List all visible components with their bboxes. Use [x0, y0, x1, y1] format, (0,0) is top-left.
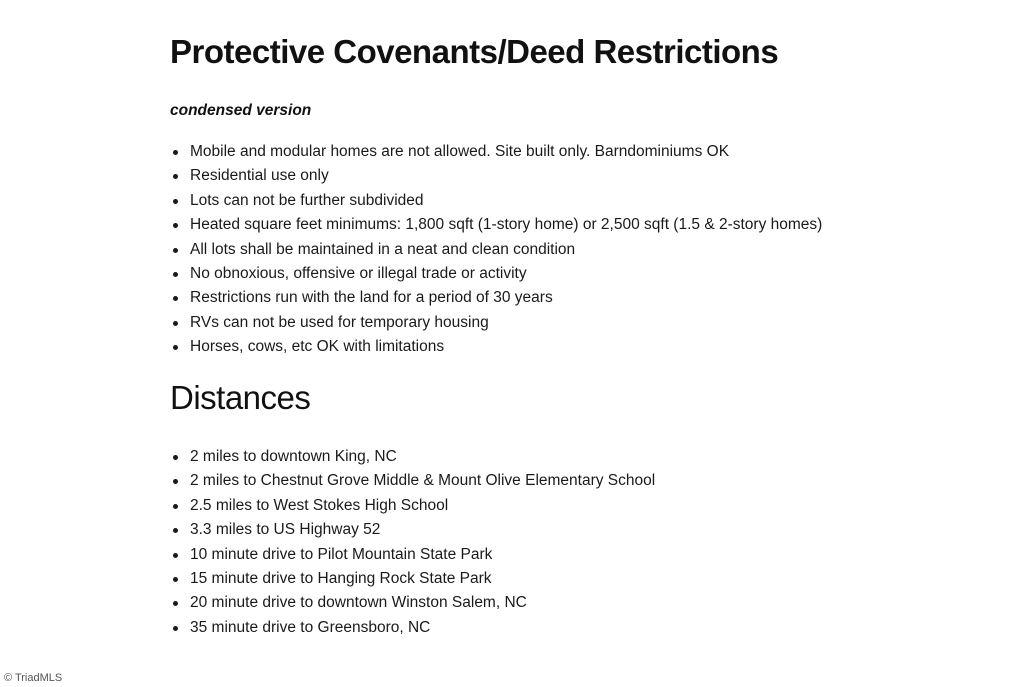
bullet-icon	[173, 626, 178, 631]
distances-heading: Distances	[170, 379, 311, 416]
list-item-text: 2 miles to downtown King, NC	[190, 448, 397, 465]
bullet-icon	[173, 174, 178, 179]
bullet-icon	[173, 150, 178, 155]
list-item-text: Restrictions run with the land for a period of 30 years	[190, 289, 553, 307]
list-item-text: 2.5 miles to West Stokes High School	[190, 496, 449, 514]
list-item	[170, 311, 822, 335]
bullet-icon	[173, 248, 178, 253]
bullet-icon	[173, 577, 178, 582]
list-item	[170, 616, 655, 640]
list-item-text: 15 minute drive to Hanging Rock State Park	[190, 569, 492, 587]
covenants-heading: Protective Covenants/Deed Restrictions	[170, 33, 779, 70]
list-item-text: 10 minute drive to Pilot Mountain State Park	[190, 545, 493, 563]
bullet-icon	[173, 528, 178, 533]
list-item-text: Residential use only	[190, 167, 329, 185]
list-item	[170, 238, 822, 262]
list-item	[170, 286, 822, 310]
bullet-icon	[173, 272, 178, 277]
bullet-icon	[173, 455, 178, 460]
list-item-text: No obnoxious, offensive or illegal trade or activity	[190, 264, 527, 282]
list-item	[170, 164, 822, 188]
list-item	[170, 591, 655, 615]
list-item-text: Horses, cows, etc OK with limitations	[190, 338, 445, 356]
distances-list	[170, 445, 655, 640]
bullet-icon	[173, 321, 178, 326]
watermark: © TriadMLS	[4, 672, 63, 684]
bullet-icon	[173, 345, 178, 350]
list-item-text: All lots shall be maintained in a neat and clean condition	[190, 240, 576, 258]
list-item	[170, 469, 655, 493]
list-item	[170, 567, 655, 591]
list-item	[170, 445, 655, 469]
list-item-text: RVs can not be used for temporary housing	[190, 313, 489, 331]
list-item	[170, 262, 822, 286]
bullet-icon	[173, 223, 178, 228]
list-item-text: 3.3 miles to US Highway 52	[190, 521, 381, 539]
list-item	[170, 518, 655, 542]
bullet-icon	[173, 601, 178, 606]
list-item-text: 2 miles to Chestnut Grove Middle & Mount Olive Elementary School	[190, 472, 656, 490]
list-item	[170, 494, 655, 518]
list-item	[170, 189, 822, 213]
covenants-list	[170, 140, 822, 360]
bullet-icon	[173, 296, 178, 301]
list-item-text: 20 minute drive to downtown Winston Salem, NC	[190, 594, 527, 612]
list-item	[170, 140, 822, 164]
list-item-text: Lots can not be further subdivided	[190, 191, 424, 209]
list-item-text: Heated square feet minimums: 1,800 sqft (1-story home) or 2,500 sqft (1.5 & 2-story homes)	[190, 216, 823, 234]
list-item	[170, 213, 822, 237]
list-item	[170, 543, 655, 567]
bullet-icon	[173, 504, 178, 509]
list-item-text: Mobile and modular homes are not allowed. Site built only. Barndominiums OK	[190, 143, 730, 160]
list-item-text: 35 minute drive to Greensboro, NC	[190, 618, 431, 636]
bullet-icon	[173, 553, 178, 558]
covenants-subtitle: condensed version	[170, 102, 312, 119]
list-item	[170, 335, 822, 359]
bullet-icon	[173, 199, 178, 204]
bullet-icon	[173, 479, 178, 484]
